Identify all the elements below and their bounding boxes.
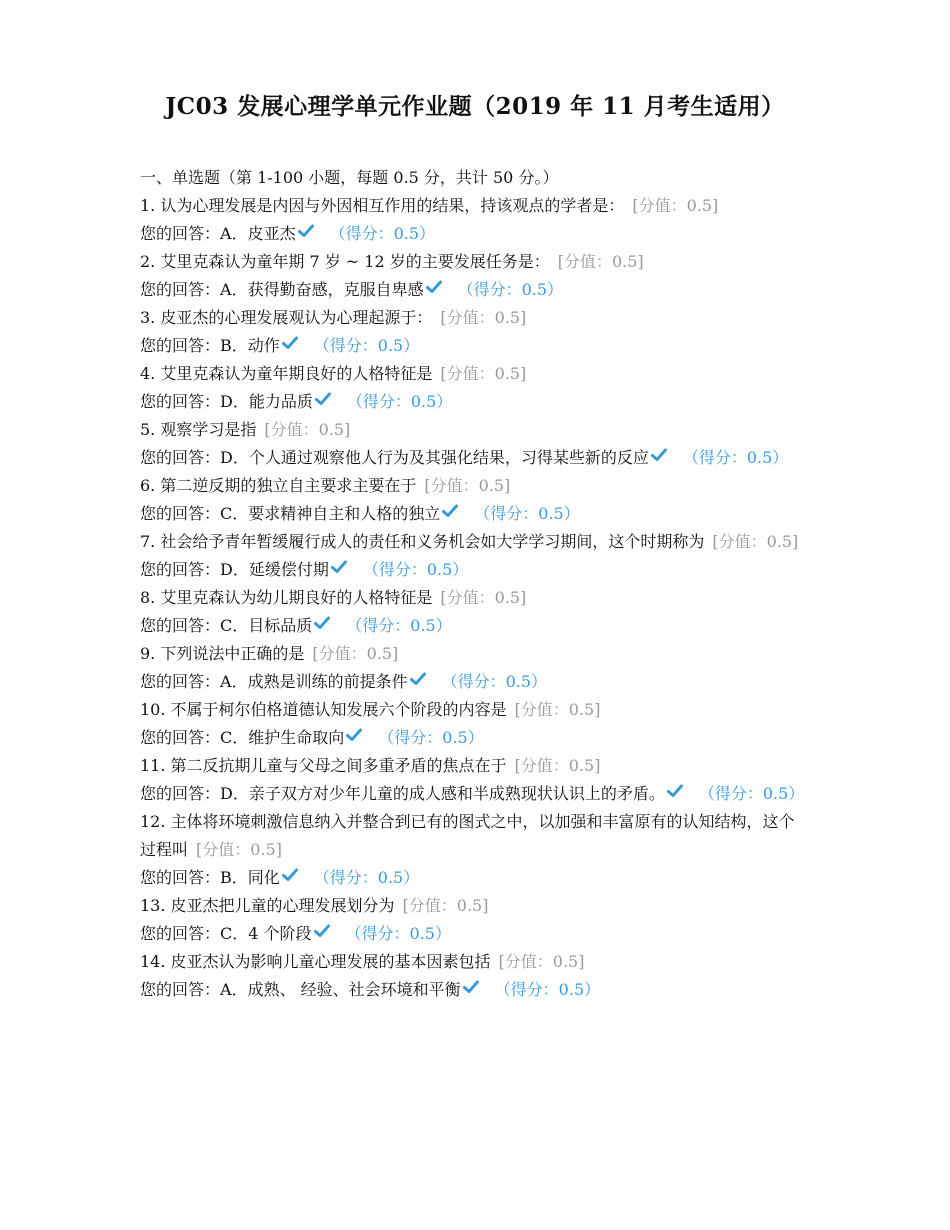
checkmark-icon	[314, 924, 330, 938]
selected-answer: D．个人通过观察他人行为及其强化结果，习得某些新的反应	[220, 448, 649, 467]
checkmark-icon	[315, 392, 331, 406]
question-stem: 6. 第二逆反期的独立自主要求主要在于	[140, 476, 417, 495]
answer-prefix: 您的回答：	[140, 672, 221, 691]
selected-answer: C．目标品质	[220, 616, 313, 635]
point-value: [分值：0.5]	[498, 952, 585, 971]
question-text	[140, 416, 806, 444]
checkmark-icon	[298, 224, 314, 238]
section-heading: 一、单选题（第 1-100 小题，每题 0.5 分，共计 50 分。）	[140, 168, 559, 187]
checkmark-icon	[667, 784, 683, 798]
answer-line	[140, 220, 806, 248]
score-received: （得分：0.5）	[494, 980, 601, 999]
question-stem: 4. 艾里克森认为童年期良好的人格特征是	[140, 364, 433, 383]
score-received: （得分：0.5）	[345, 924, 451, 943]
answer-line	[140, 276, 806, 304]
selected-answer: A．皮亚杰	[220, 224, 296, 243]
answer-prefix: 您的回答：	[140, 504, 221, 523]
answer-line	[140, 332, 806, 360]
checkmark-icon	[442, 504, 458, 518]
question-text	[140, 808, 806, 864]
point-value: [分值：0.5]	[440, 308, 527, 327]
answer-prefix: 您的回答：	[140, 784, 221, 803]
score-received: （得分：0.5）	[313, 336, 420, 355]
selected-answer: B．动作	[220, 336, 280, 355]
answer-prefix: 您的回答：	[140, 980, 221, 999]
question-stem: 2. 艾里克森认为童年期 7 岁 ~ 12 岁的主要发展任务是：	[140, 252, 550, 271]
document-title: JC03 发展心理学单元作业题（2019 年 11 月考生适用）	[165, 93, 785, 120]
score-received: （得分：0.5）	[346, 616, 452, 635]
point-value: [分值：0.5]	[264, 420, 351, 439]
answer-line	[140, 864, 806, 892]
answer-prefix: 您的回答：	[140, 560, 221, 579]
question-stem: 7. 社会给予青年暂缓履行成人的责任和义务机会如大学学习期间，这个时期称为	[140, 532, 705, 551]
point-value: [分值：0.5]	[514, 756, 601, 775]
question-stem: 12. 主体将环境刺激信息纳入并整合到已有的图式之中，以加强和丰富原有的认知结构，这个过程叫	[140, 812, 795, 859]
answer-prefix: 您的回答：	[140, 616, 221, 635]
answer-line	[140, 976, 806, 1004]
question-text	[140, 696, 806, 724]
point-value: [分值：0.5]	[632, 196, 719, 215]
selected-answer: D．能力品质	[220, 392, 313, 411]
checkmark-icon	[651, 448, 667, 462]
answer-line	[140, 668, 806, 696]
question-list	[140, 164, 806, 1004]
answer-line	[140, 612, 806, 640]
answer-prefix: 您的回答：	[140, 336, 221, 355]
question-text	[140, 584, 806, 612]
selected-answer: D．延缓偿付期	[220, 560, 329, 579]
question-text	[140, 472, 806, 500]
question-text	[140, 752, 806, 780]
answer-line	[140, 920, 806, 948]
checkmark-icon	[346, 728, 362, 742]
question-text	[140, 528, 806, 556]
point-value: [分值：0.5]	[424, 476, 511, 495]
score-received: （得分：0.5）	[441, 672, 548, 691]
checkmark-icon	[426, 280, 442, 294]
score-received: （得分：0.5）	[346, 392, 453, 411]
answer-line	[140, 444, 806, 472]
selected-answer: A．成熟、 经验、社会环境和平衡	[220, 980, 461, 999]
score-received: （得分：0.5）	[362, 560, 469, 579]
score-received: （得分：0.5）	[313, 868, 420, 887]
questions-container	[140, 192, 806, 1004]
point-value: [分值：0.5]	[514, 700, 601, 719]
selected-answer: C．4 个阶段	[220, 924, 312, 943]
selected-answer: D．亲子双方对少年儿童的成人感和半成熟现状认识上的矛盾。	[220, 784, 665, 803]
point-value: [分值：0.5]	[312, 644, 399, 663]
answer-prefix: 您的回答：	[140, 924, 221, 943]
selected-answer: B．同化	[220, 868, 280, 887]
checkmark-icon	[282, 336, 298, 350]
question-text	[140, 948, 806, 976]
question-text	[140, 892, 806, 920]
question-stem: 8. 艾里克森认为幼儿期良好的人格特征是	[140, 588, 433, 607]
question-stem: 9. 下列说法中正确的是	[140, 644, 305, 663]
question-stem: 10. 不属于柯尔伯格道德认知发展六个阶段的内容是	[140, 700, 507, 719]
selected-answer: A．成熟是训练的前提条件	[220, 672, 408, 691]
answer-line	[140, 500, 806, 528]
answer-line	[140, 556, 806, 584]
point-value: [分值：0.5]	[440, 588, 527, 607]
checkmark-icon	[282, 868, 298, 882]
checkmark-icon	[463, 980, 479, 994]
answer-line	[140, 780, 806, 808]
answer-line	[140, 388, 806, 416]
question-stem: 11. 第二反抗期儿童与父母之间多重矛盾的焦点在于	[140, 756, 507, 775]
answer-prefix: 您的回答：	[140, 224, 221, 243]
score-received: （得分：0.5）	[457, 280, 564, 299]
question-stem: 5. 观察学习是指	[140, 420, 257, 439]
answer-prefix: 您的回答：	[140, 280, 221, 299]
answer-prefix: 您的回答：	[140, 868, 221, 887]
score-received: （得分：0.5）	[682, 448, 789, 467]
score-received: （得分：0.5）	[329, 224, 436, 243]
question-stem: 14. 皮亚杰认为影响儿童心理发展的基本因素包括	[140, 952, 491, 971]
question-stem: 1. 认为心理发展是内因与外因相互作用的结果，持该观点的学者是：	[140, 196, 625, 215]
answer-prefix: 您的回答：	[140, 392, 221, 411]
point-value: [分值：0.5]	[712, 532, 799, 551]
answer-prefix: 您的回答：	[140, 728, 221, 747]
selected-answer: C．要求精神自主和人格的独立	[220, 504, 441, 523]
answer-prefix: 您的回答：	[140, 448, 221, 467]
checkmark-icon	[331, 560, 347, 574]
selected-answer: A．获得勤奋感，克服自卑感	[220, 280, 424, 299]
score-received: （得分：0.5）	[698, 784, 805, 803]
point-value: [分值：0.5]	[557, 252, 644, 271]
score-received: （得分：0.5）	[474, 504, 580, 523]
point-value: [分值：0.5]	[196, 840, 282, 859]
question-text	[140, 192, 806, 220]
point-value: [分值：0.5]	[402, 896, 489, 915]
question-text	[140, 640, 806, 668]
answer-line	[140, 724, 806, 752]
question-text	[140, 304, 806, 332]
checkmark-icon	[314, 616, 330, 630]
checkmark-icon	[410, 672, 426, 686]
question-stem: 3. 皮亚杰的心理发展观认为心理起源于：	[140, 308, 433, 327]
score-received: （得分：0.5）	[378, 728, 484, 747]
point-value: [分值：0.5]	[440, 364, 527, 383]
question-text	[140, 248, 806, 276]
question-stem: 13. 皮亚杰把儿童的心理发展划分为	[140, 896, 395, 915]
question-text	[140, 360, 806, 388]
selected-answer: C．维护生命取向	[220, 728, 345, 747]
